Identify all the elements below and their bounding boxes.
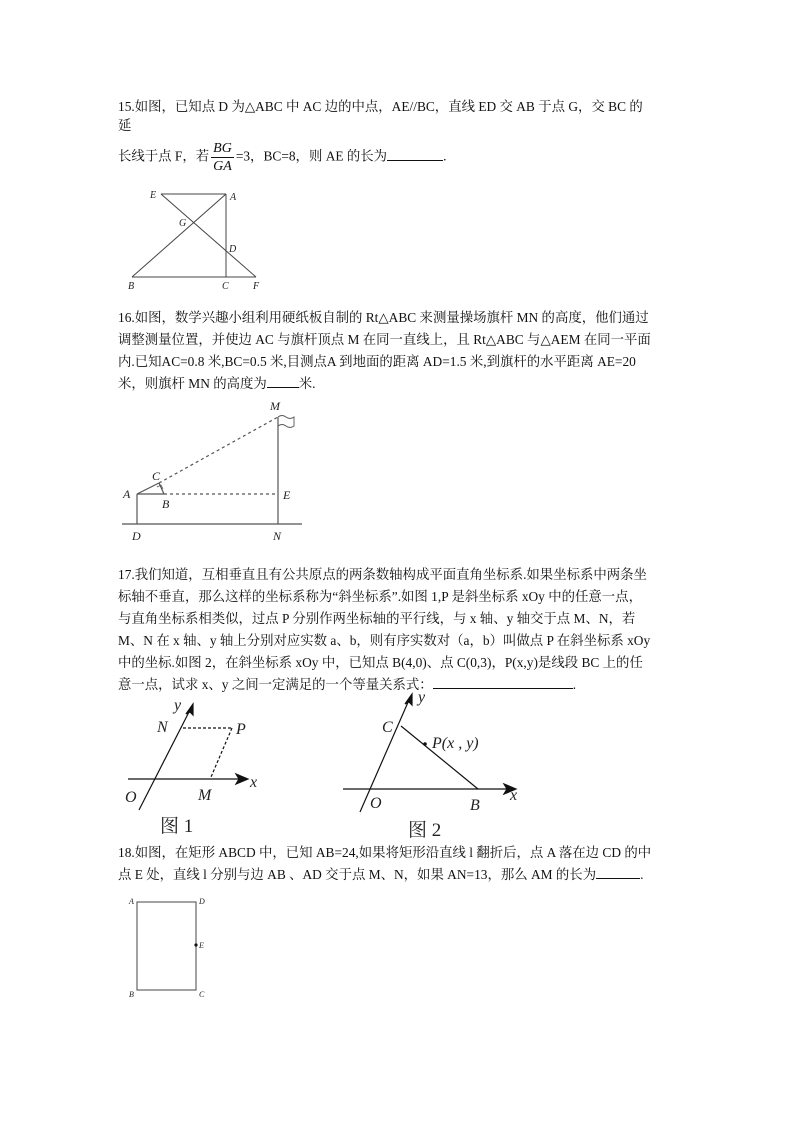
label-C: C — [152, 469, 161, 483]
answer-blank[interactable] — [433, 676, 573, 689]
q17-figure-2 — [343, 694, 516, 812]
label-P: P — [236, 721, 246, 738]
q17-line6-pre: 意一点，试求 x、y 之间一定满足的一个等量关系式： — [118, 677, 433, 692]
label-C: C — [199, 990, 205, 999]
q17-line6 — [118, 676, 576, 694]
label-B: B — [128, 281, 135, 292]
label-O: O — [125, 789, 137, 806]
period: . — [443, 148, 447, 164]
label-N: N — [273, 529, 282, 543]
label-B: B — [129, 990, 134, 999]
q18-line1: 18.如图，在矩形 ABCD 中，已知 AB=24,如果将矩形沿直线 l 翻折后，点 A 落在边 CD 的中 — [118, 845, 652, 860]
label-A: A — [129, 897, 134, 906]
label-O: O — [370, 795, 382, 812]
label-E: E — [283, 488, 291, 502]
q15-line3-pre: 长线于点 F，若 — [118, 148, 210, 164]
q17-line2: 标轴不垂直，那么这样的坐标系称为“斜坐标系”.如图 1,P 是斜坐标系 xOy 中的任意一点， — [118, 589, 642, 604]
fraction-denominator: GA — [213, 159, 232, 174]
q17-line1: 17.我们知道，互相垂直且有公共原点的两条数轴构成平面直角坐标系.如果坐标系中两条坐 — [118, 567, 647, 582]
label-C: C — [222, 281, 229, 292]
q17-figure-1 — [128, 704, 248, 810]
axis-x-label: x — [510, 787, 518, 804]
q16-line1: 16.如图，数学兴趣小组利用硬纸板自制的 Rt△ABC 来测量操场旗杆 MN 的高度，他们通过 — [118, 310, 649, 325]
answer-blank[interactable] — [267, 375, 299, 388]
axis-y-label: y — [174, 697, 182, 714]
q15-line2: 延 — [118, 118, 132, 133]
q18-figure — [137, 902, 198, 990]
fraction-numerator: BG — [213, 141, 232, 156]
q17-line5: 中的坐标.如图 2，在斜坐标系 xOy 中，已知点 B(4,0)、点 C(0,3)，P(x,y)是线段 BC 上的任 — [118, 655, 643, 670]
label-G: G — [179, 218, 187, 229]
q17-line4: M、N 在 x 轴、y 轴上分别对应实数 a、b，则有序实数对（a，b）叫做点 P 在斜坐标系 xOy — [118, 633, 651, 648]
answer-blank[interactable] — [596, 866, 640, 879]
q15-figure — [132, 194, 256, 277]
label-D: D — [199, 897, 205, 906]
q18-line2-pre: 点 E 处，直线 l 分别与边 AB 、AD 交于点 M、N，如果 AN=13，那么 AM 的长为 — [118, 867, 597, 882]
q16-line2: 调整测量位置，并使边 AC 与旗杆顶点 M 在同一直线上，且 Rt△ABC 与△AEM 在同一平面 — [118, 332, 651, 347]
q16-line4 — [118, 375, 316, 393]
label-E: E — [199, 941, 204, 950]
label-P: P(x , y) — [432, 735, 479, 752]
label-C: C — [382, 719, 393, 736]
label-D: D — [229, 244, 237, 255]
label-M: M — [270, 399, 280, 413]
label-M: M — [198, 787, 212, 804]
figure-2-caption: 图 2 — [408, 820, 442, 841]
axis-y-label: y — [418, 689, 426, 706]
axis-x-label: x — [250, 774, 258, 791]
q16-figure — [122, 416, 302, 525]
figure-1-caption: 图 1 — [160, 816, 194, 837]
label-E: E — [150, 190, 157, 201]
label-A: A — [230, 192, 237, 203]
label-A: A — [123, 487, 131, 501]
label-B: B — [162, 497, 170, 511]
q16-line4-pre: 米，则旗杆 MN 的高度为 — [118, 376, 267, 391]
q15-line3-post: =3，BC=8，则 AE 的长为 — [235, 148, 388, 164]
q18-line2 — [118, 866, 643, 884]
label-N: N — [157, 719, 168, 736]
label-D: D — [132, 529, 141, 543]
q16-line4-post: 米. — [298, 376, 316, 391]
period: . — [640, 867, 644, 882]
label-F: F — [253, 281, 260, 292]
q17-line3: 与直角坐标系相类似，过点 P 分别作两坐标轴的平行线，与 x 轴、y 轴交于点 M、N，若 — [118, 611, 636, 626]
q15-line1: 15.如图，已知点 D 为△ABC 中 AC 边的中点，AE//BC，直线 ED 交 AB 于点 G，交 BC 的 — [118, 99, 643, 114]
label-B: B — [470, 797, 480, 814]
q16-line3: 内.已知AC=0.8 米,BC=0.5 米,目测点A 到地面的距离 AD=1.5 米,到旗杆的水平距离 AE=20 — [118, 354, 636, 369]
period: . — [572, 677, 577, 692]
